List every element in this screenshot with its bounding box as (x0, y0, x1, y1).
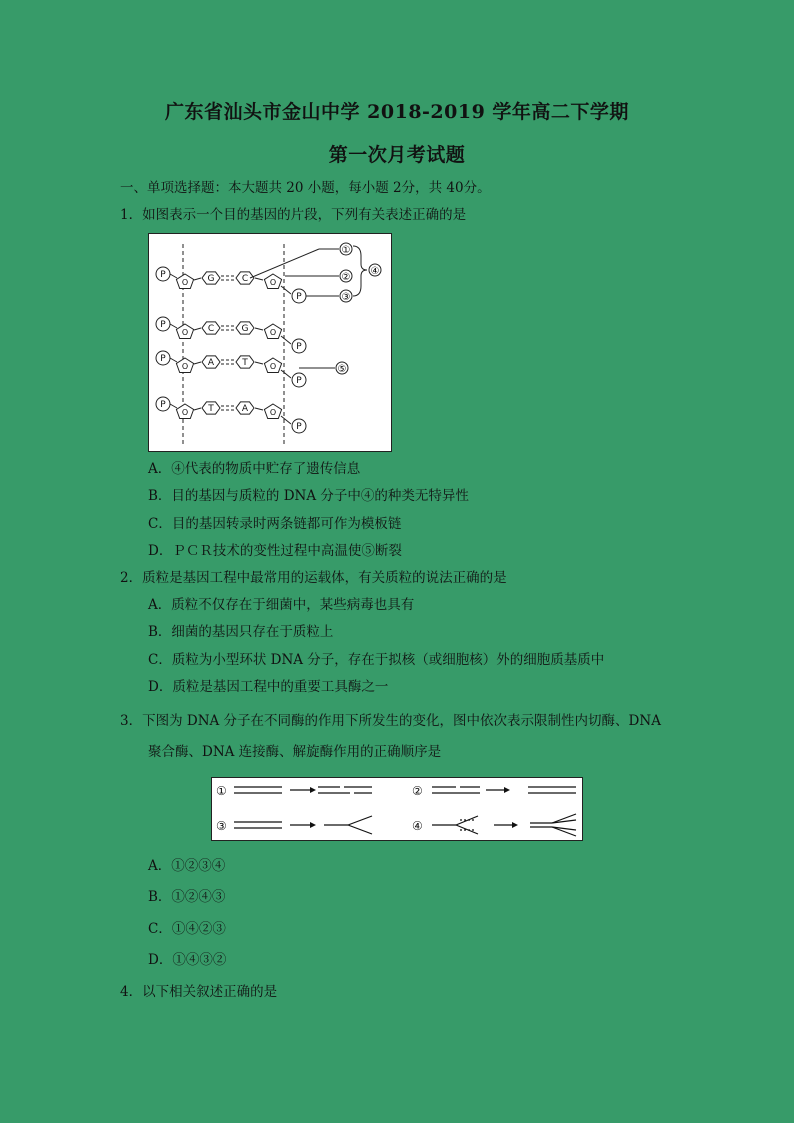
q3-enzyme-figure (211, 777, 583, 841)
q3-option-a: A．①②③④ (148, 858, 226, 874)
enzyme-action-diagram (212, 778, 582, 840)
phosphate-bond-left-2 (170, 358, 177, 362)
glyco-left-0 (194, 278, 201, 280)
sugar-left-o-0: O (181, 278, 189, 287)
base-right-text-2: T (242, 358, 248, 368)
base-left-text-2: A (207, 358, 215, 368)
phosphate-left-text-0: P (160, 270, 166, 280)
phosphate-left-text-3: P (160, 400, 166, 410)
sugar-right-o-0: O (269, 278, 277, 287)
q2-option-d: D．质粒是基因工程中的重要工具酶之一 (148, 679, 389, 695)
phosphate-left-text-2: P (160, 354, 166, 364)
base-right-text-1: G (241, 324, 249, 334)
sugar-right-o-1: O (269, 328, 277, 337)
q2-option-a: A．质粒不仅存在于细菌中，某些病毒也具有 (148, 597, 415, 613)
q1-option-c: C．目的基因转录时两条链都可作为模板链 (148, 516, 402, 532)
phosphate-bond-right-3 (281, 416, 291, 424)
phosphate-bond-left-0 (170, 274, 177, 278)
label-3: ③ (341, 292, 351, 303)
phosphate-right-text-3: P (296, 422, 302, 432)
sugar-left-o-2: O (181, 362, 189, 371)
q2-stem: 2．质粒是基因工程中最常用的运载体，有关质粒的说法正确的是 (120, 570, 507, 586)
phosphate-bond-left-3 (170, 404, 177, 408)
sugar-left-o-1: O (181, 328, 189, 337)
dna-structure-diagram (149, 234, 391, 451)
glyco-right-0 (255, 278, 263, 280)
phosphate-bond-right-1 (281, 336, 291, 344)
exam-title-line2: 第一次月考试题 (328, 144, 466, 166)
q2-option-c: C．质粒为小型环状 DNA 分子，存在于拟核（或细胞核）外的细胞质基质中 (148, 652, 605, 668)
phosphate-bond-right-2 (281, 370, 291, 378)
phosphate-right-text-0: P (296, 292, 302, 302)
glyco-right-2 (255, 362, 263, 364)
label-1: ① (341, 245, 351, 256)
sugar-right-o-3: O (269, 408, 277, 417)
glyco-right-1 (255, 328, 263, 330)
q1-option-a: A．④代表的物质中贮存了遗传信息 (148, 461, 361, 477)
glyco-left-2 (194, 362, 201, 364)
glyco-left-1 (194, 328, 201, 330)
phosphate-right-text-2: P (296, 376, 302, 386)
phosphate-right-text-1: P (296, 342, 302, 352)
label-2: ② (341, 272, 351, 283)
phosphate-bond-right-0 (281, 286, 291, 294)
phosphate-bond-left-1 (170, 324, 177, 328)
base-right-text-3: A (241, 404, 249, 414)
sugar-right-o-2: O (269, 362, 277, 371)
fig-label-2: ② (412, 784, 423, 798)
q4-stem: 4．以下相关叙述正确的是 (120, 984, 278, 1000)
q3-stem-line1: 3．下图为 DNA 分子在不同酶的作用下所发生的变化，图中依次表示限制性内切酶、DNA (120, 713, 661, 729)
glyco-right-3 (255, 408, 263, 410)
q3-option-b: B．①②④③ (148, 889, 226, 905)
exam-title-line1: 广东省汕头市金山中学 2018-2019 学年高二下学期 (165, 101, 629, 123)
base-right-text-0: C (241, 274, 249, 284)
phosphate-left-text-1: P (160, 320, 166, 330)
q1-option-b: B．目的基因与质粒的 DNA 分子中④的种类无特异性 (148, 488, 469, 504)
base-left-text-3: T (208, 404, 214, 414)
fig-label-3: ③ (216, 819, 227, 833)
label-5: ⑤ (337, 364, 347, 375)
glyco-left-3 (194, 408, 201, 410)
fig-label-4: ④ (412, 819, 423, 833)
base-left-text-0: G (207, 274, 215, 284)
section-heading: 一、单项选择题：本大题共 20 小题，每小题 2分，共 40分。 (120, 180, 491, 196)
q1-stem: 1．如图表示一个目的基因的片段，下列有关表述正确的是 (120, 207, 467, 223)
sugar-left-o-3: O (181, 408, 189, 417)
label-4: ④ (370, 266, 380, 277)
q2-option-b: B．细菌的基因只存在于质粒上 (148, 624, 334, 640)
q1-dna-figure (148, 233, 392, 452)
base-left-text-1: C (207, 324, 215, 334)
q3-option-c: C．①④②③ (148, 921, 226, 937)
q3-option-d: D．①④③② (148, 952, 227, 968)
fig-label-1: ① (216, 784, 227, 798)
q3-stem-line2: 聚合酶、DNA 连接酶、解旋酶作用的正确顺序是 (148, 744, 442, 760)
q1-option-d: D．ＰＣＲ技术的变性过程中高温使⑤断裂 (148, 543, 402, 559)
